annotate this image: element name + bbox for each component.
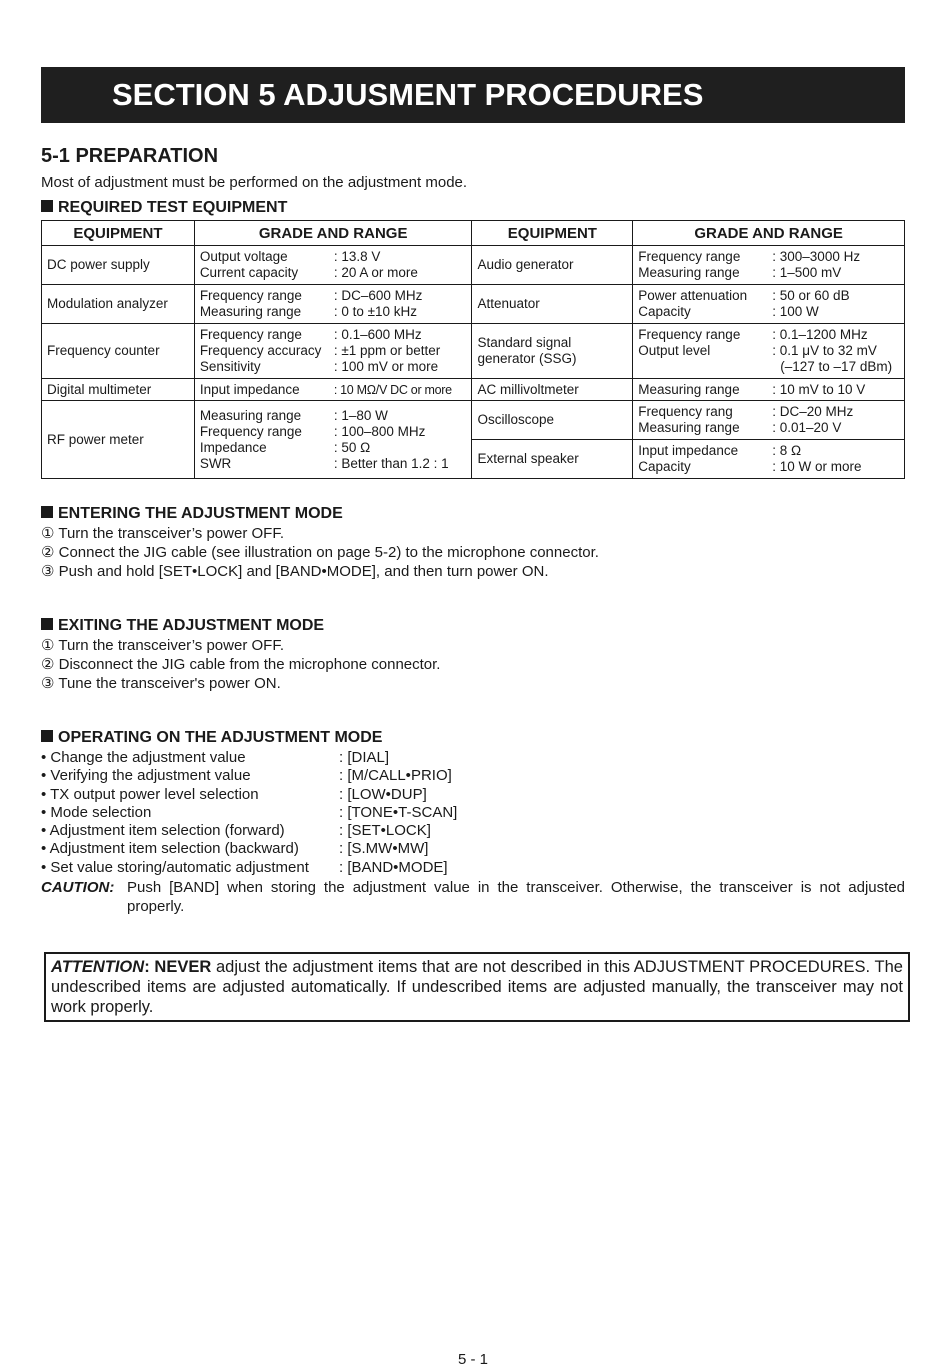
equipment-name: Standard signal generator (SSG) bbox=[472, 324, 633, 379]
square-bullet-icon bbox=[41, 618, 53, 630]
entering-steps bbox=[41, 524, 599, 581]
table-row bbox=[42, 379, 905, 401]
equipment-specs: Measuring range : 1–80 W Frequency range : 100–800 MHz Impedance : 50 Ω SWR : Better than 1.2 : 1 bbox=[194, 401, 472, 479]
equipment-specs: Measuring range : 10 mV to 10 V bbox=[633, 379, 905, 401]
equipment-subheading: REQUIRED TEST EQUIPMENT bbox=[41, 199, 287, 217]
equipment-specs: Frequency range : 0.1–600 MHz Frequency accuracy : ±1 ppm or better Sensitivity : 100 mV or more bbox=[194, 324, 472, 379]
equipment-name: Frequency counter bbox=[42, 324, 195, 379]
page-number: 5 - 1 bbox=[457, 1351, 488, 1368]
table-row bbox=[42, 285, 905, 324]
equipment-name: DC power supply bbox=[42, 246, 195, 285]
equipment-name: RF power meter bbox=[42, 401, 195, 479]
table-row bbox=[42, 246, 905, 285]
list-item: • Verifying the adjustment value : [M/CALL•PRIO] bbox=[41, 767, 452, 785]
equipment-specs: Output voltage : 13.8 V Current capacity : 20 A or more bbox=[194, 246, 472, 285]
list-item: • Adjustment item selection (backward) : [S.MW•MW] bbox=[41, 840, 429, 858]
operating-list bbox=[41, 749, 457, 877]
list-item: ① Turn the transceiver’s power OFF. bbox=[41, 637, 284, 654]
list-item: • TX output power level selection : [LOW•DUP] bbox=[41, 785, 427, 803]
col-header-equipment: EQUIPMENT bbox=[42, 221, 195, 246]
list-item: ② Disconnect the JIG cable from the microphone connector. bbox=[41, 656, 441, 673]
equipment-name: AC millivoltmeter bbox=[472, 379, 633, 401]
list-item: • Adjustment item selection (forward) : [SET•LOCK] bbox=[41, 822, 431, 840]
equipment-specs: Frequency range : 300–3000 Hz Measuring range : 1–500 mV bbox=[633, 246, 905, 285]
section-banner bbox=[41, 67, 905, 123]
equipment-name: Modulation analyzer bbox=[42, 285, 195, 324]
list-item: ① Turn the transceiver’s power OFF. bbox=[41, 525, 284, 542]
section-title: SECTION 5 ADJUSMENT PROCEDURES bbox=[112, 77, 704, 112]
entering-subheading: ENTERING THE ADJUSTMENT MODE bbox=[41, 505, 343, 523]
caution-note bbox=[41, 878, 905, 916]
operating-subheading: OPERATING ON THE ADJUSTMENT MODE bbox=[41, 729, 382, 747]
list-item: • Mode selection : [TONE•T-SCAN] bbox=[41, 803, 458, 821]
equipment-name: Digital multimeter bbox=[42, 379, 195, 401]
list-item: ② Connect the JIG cable (see illustration on page 5-2) to the microphone connector. bbox=[41, 544, 599, 561]
list-item: ③ Push and hold [SET•LOCK] and [BAND•MODE], and then turn power ON. bbox=[41, 563, 549, 580]
preparation-intro: Most of adjustment must be performed on the adjustment mode. bbox=[41, 174, 468, 191]
col-header-equipment-2: EQUIPMENT bbox=[472, 221, 633, 246]
equipment-specs: Input impedance : 10 MΩ/V DC or more bbox=[194, 379, 472, 401]
exiting-steps bbox=[41, 636, 440, 693]
square-bullet-icon bbox=[41, 730, 53, 742]
table-row bbox=[42, 401, 905, 440]
attention-never: NEVER bbox=[154, 958, 212, 976]
test-equipment-table bbox=[41, 220, 905, 479]
caution-label: CAUTION: bbox=[41, 879, 115, 896]
col-header-grade-2: GRADE AND RANGE bbox=[633, 221, 905, 246]
attention-label: ATTENTION bbox=[51, 958, 145, 976]
equipment-specs: Input impedance : 8 Ω Capacity : 10 W or more bbox=[633, 440, 905, 479]
square-bullet-icon bbox=[41, 506, 53, 518]
table-row bbox=[42, 324, 905, 379]
equipment-specs: Frequency range : 0.1–1200 MHz Output level : 0.1 μV to 32 mV (–127 to –17 dBm) bbox=[633, 324, 905, 379]
attention-box: ATTENTION: NEVER adjust the adjustment items that are not described in this ADJUSTMENT PROCEDURES. The undescribed items are adjusted automatically. If undescribed items are adjusted manually, the transceiver may not work properly. bbox=[44, 952, 910, 1022]
table-header-row bbox=[42, 221, 905, 246]
caution-text: Push [BAND] when storing the adjustment value in the transceiver. Otherwise, the transceiver is not adjusted properly. bbox=[127, 879, 905, 915]
list-item: • Change the adjustment value : [DIAL] bbox=[41, 749, 390, 766]
equipment-specs: Frequency range : DC–600 MHz Measuring range : 0 to ±10 kHz bbox=[194, 285, 472, 324]
exiting-subheading: EXITING THE ADJUSTMENT MODE bbox=[41, 617, 324, 635]
square-bullet-icon bbox=[41, 200, 53, 212]
equipment-specs: Power attenuation : 50 or 60 dB Capacity : 100 W bbox=[633, 285, 905, 324]
col-header-grade: GRADE AND RANGE bbox=[194, 221, 472, 246]
attention-text: adjust the adjustment items that are not described in this ADJUSTMENT PROCEDURES. The undescribed items are adjusted automatically. If undescribed items are adjusted manually, the transceiver may not work properly. bbox=[51, 958, 903, 1016]
list-item: • Set value storing/automatic adjustment : [BAND•MODE] bbox=[41, 858, 448, 876]
equipment-name: Oscilloscope bbox=[472, 401, 633, 440]
list-item: ③ Tune the transceiver's power ON. bbox=[41, 675, 281, 692]
equipment-specs: Frequency rang : DC–20 MHz Measuring range : 0.01–20 V bbox=[633, 401, 905, 440]
equipment-name: Audio generator bbox=[472, 246, 633, 285]
preparation-heading: 5-1 PREPARATION bbox=[41, 145, 219, 167]
equipment-name: External speaker bbox=[472, 440, 633, 479]
equipment-name: Attenuator bbox=[472, 285, 633, 324]
